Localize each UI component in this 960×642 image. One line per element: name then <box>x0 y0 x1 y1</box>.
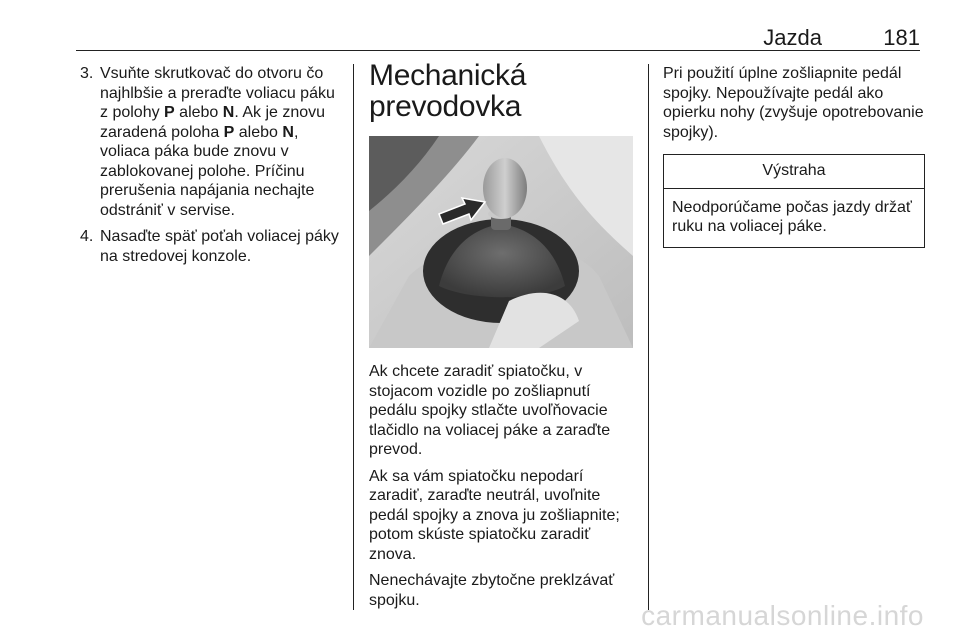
column-divider <box>353 64 354 610</box>
header-rule <box>76 50 920 51</box>
page-number: 181 <box>883 25 920 50</box>
position-n: N <box>222 104 235 121</box>
paragraph: Ak sa vám spiatočku nepodarí zaradiť, zaraďte neutrál, uvoľnite pedál spojky a znova ju zošliapnite; potom skúste spiatočku zaradiť znova. <box>369 467 620 563</box>
warning-text: Neodporúčame počas jazdy držať ruku na voliacej páke. <box>672 198 912 235</box>
watermark: carmanualsonline.info <box>641 600 924 631</box>
page-header <box>0 0 960 54</box>
warning-title: Výstraha <box>664 155 924 189</box>
step-text <box>100 64 342 220</box>
step-number: 3. <box>80 65 94 82</box>
gear-lever-photo <box>369 136 633 348</box>
position-p: P <box>164 104 175 121</box>
section-heading: Mechanická prevodovka <box>369 59 527 123</box>
warning-box <box>663 154 925 248</box>
step-text-part: . Ak je znovu zaradená poloha <box>100 104 326 141</box>
column-divider <box>648 64 649 610</box>
position-n: N <box>282 123 294 141</box>
position-p: P <box>223 123 235 141</box>
section-title: Jazda <box>763 25 822 50</box>
step-text-part: alebo <box>174 104 223 121</box>
paragraph: Pri použití úplne zošliapnite pedál spojky. Nepoužívajte pedál ako opierku nohy (zvyšuje opotrebovanie spojky). <box>663 65 924 141</box>
column-left <box>80 64 342 273</box>
paragraph: Ak chcete zaradiť spiatočku, v stojacom vozidle po zošliapnutí pedálu spojky stlačte uvoľňovacie tlačidlo na voliacej páke a zaraďte prevod. <box>369 363 611 458</box>
step-text-part: , voliaca páka bude znovu v zablokovanej polohe. Príčinu prerušenia napájania nechajte odstrániť v servise. <box>100 123 315 219</box>
column-middle <box>369 59 633 617</box>
list-item <box>80 227 342 266</box>
step-text-part: Vsuňte skrutkovač do otvoru čo najhlbšie a preraďte voliacu páku z polohy <box>100 65 335 121</box>
step-text: Nasaďte späť poťah voliacej páky na stredovej konzole. <box>100 228 339 265</box>
step-text-part: alebo <box>234 123 283 141</box>
list-item <box>80 64 342 220</box>
paragraph: Nenechávajte zbytočne preklzávať spojku. <box>369 572 615 609</box>
column-right <box>663 64 925 248</box>
step-number: 4. <box>80 228 94 245</box>
